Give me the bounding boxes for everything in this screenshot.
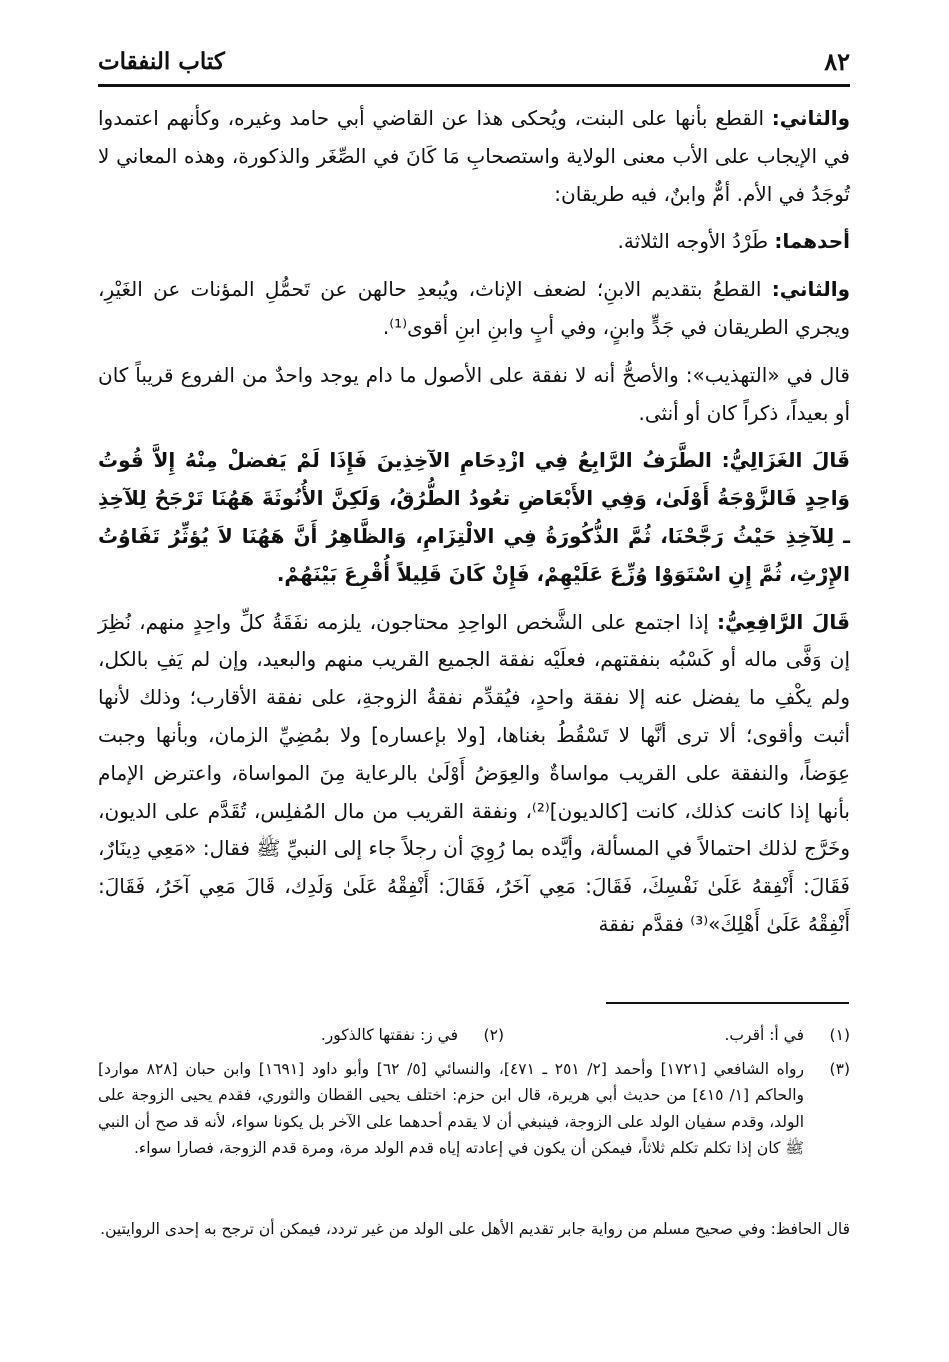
page-header (98, 38, 850, 87)
paragraph-lead: قَالَ الرَّافِعِيُّ: (716, 609, 850, 634)
paragraph-text: القطعُ بتقديم الابنِ؛ لضعف الإناث، ويُبعدِ حالهن عن تَحمُّلِ المؤنات عن الغَيْرِ، ويجري الطريقان في جَدٍّ وابنٍ، وفي أبٍ وابنِ ابنِ أقوى⁽¹⁾. (98, 277, 850, 339)
paragraph-lead: والثاني: (771, 277, 850, 302)
book-title: كتاب النفقات (98, 47, 225, 75)
paragraph-text: طَرْدُ الأوجه الثلاثة. (617, 229, 775, 254)
footnote-text: قال الحافظ: وفي صحيح مسلم من رواية جابر تقديم الأهل على الولد من غير تردد، فيمكن أن ترجح به إحدى الروايتين. (100, 1220, 850, 1238)
footnote-text: في ز: نفقتها كالذكور. (320, 1026, 458, 1044)
paragraph-text: الطَّرَفُ الرَّابِعُ فِي ازْدِحَامِ الآخِذِينَ فَإِذَا لَمْ يَفضلْ مِنْهُ إِلاَّ قُوتُ وَاحِدٍ فَالزَّوْجَةُ أَوْلَىٰ، وَفِي الأَبْعَاضِ تعُودُ الطُّرُقُ، وَلَكِنَّ الأُنُوثَةَ هَهُنَا تَرْجَحُ لِلآخِذِ ـ لِلآخِذِ حَيْثُ رَجَّحْنَا، ثُمَّ الذُّكُورَةُ فِي الالْتِزَامِ، وَالظَّاهِرُ أَنَّ هَهُنَا لاَ يُؤثِّرُ تَفَاوُتُ الإِرْثِ، ثُمَّ إِنِ اسْتَوَوْا وُزِّعَ عَلَيْهِمْ، فَإِنْ كَانَ قَلِيلاً أُقْرِعَ بَيْنَهُمْ. (98, 448, 850, 586)
main-text (98, 100, 850, 954)
paragraph-lead: والثاني: (771, 106, 850, 130)
paragraph-lead: قَالَ الغَزَالِيُّ: (721, 448, 850, 473)
paragraph-text: قال في «التهذيب»: والأصحُّ أنه لا نفقة على الأصول ما دام يوجد واحدٌ من الفروع قريباً كان أو بعيداً، ذكراً كان أو أنثى. (98, 362, 850, 425)
footnote-number: (٢) (483, 1026, 504, 1044)
footnote-number: (٣) (829, 1060, 850, 1078)
paragraph (98, 100, 850, 213)
ghazali-paragraph (98, 442, 850, 593)
paragraph-text: القطع بأنها على البنت، ويُحكى هذا عن القاضي أبي حامد وغيره، وكأنهم اعتمدوا في الإيجاب على الأب معنى الولاية واستصحابِ مَا كَانَ في الصِّغَر والذكورة، وهذه المعاني لا تُوجَدُ في الأم. أمٌّ وابنٌ، فيه طريقان: (98, 106, 850, 206)
footnote-continuation (98, 1216, 850, 1242)
paragraph (98, 271, 850, 347)
footnote-separator (606, 1002, 849, 1004)
rafii-paragraph (98, 604, 850, 944)
page-number: ٨٢ (824, 46, 850, 76)
paragraph-lead: أحدهما: (774, 229, 850, 254)
paragraph-text: إذا اجتمع على الشَّخص الواحِدِ محتاجون، يلزمه نفَقَةُ كلِّ واحِدٍ منهم، نُظِرَ إن وَفَّى ماله أو كَسْبُه بنفقتهم، فعلَيْه نفقة الجميع القريب منهم والبعيد، وإن لم يَفِ بالكل، ولم يكْفِ ما يفضل عنه إلا نفقة واحدٍ، فيُقدِّم نفقةُ الزوجةِ، على نفقة الأقارب؛ وذلك لأنها أثبت وأقوى؛ ألا ترى أنَّها لا تَسْقُطُ بغناها، [ولا بإعساره] ولا بمُضِيِّ الزمان، وبأنها وجبت عِوَضاً، والنفقة على القريب مواساةٌ والعِوَضُ أَوْلَىٰ بالرعاية مِنَ المواساة، واعترض الإمام بأنها إذا كانت كذلك، كانت [كالديون]⁽²⁾، ونفقة القريب من مال المُفلِس، تُقَدَّم على الديون، وخَرَّج لذلك احتمالاً في المسألة، وأيَّده بما رُوِيَ أن رجلاً جاء إلى النبيِّ ﷺ فقال: «مَعِي دِينَارٌ، فَقَالَ: أَنْفِقهُ عَلَىٰ نَفْسِكَ، فَقَالَ: مَعِي آخَرُ، فَقَالَ: أَنْفِقْهُ عَلَىٰ وَلَدِك، قَالَ مَعِي آخَرُ، فَقَالَ: أَنْفِقْهُ عَلَىٰ أَهْلِكَ»⁽³⁾ فقدَّم نفقة (98, 609, 850, 936)
paragraph (98, 357, 850, 433)
footnote-text: رواه الشافعي [١٧٢١] وأحمد [٢/ ٢٥١ ـ ٤٧١]، والنسائي [٥/ ٦٢] وأبو داود [١٦٩١] وابن حبان [٨٢٨ موارد] والحاكم [١/ ٤١٥] من حديث أبي هريرة، قال ابن حزم: اختلف يحيى القطان والثوري، فقدم يحيى الزوجة على الولد، وقدم سفيان الولد على الزوجة، فينبغي أن لا يقدم أحدهما على الآخر بل يكونا سواء، لأنه قد صح أن النبي ﷺ كان إذا تكلم تكلم ثلاثاً، فيمكن أن يكون في إعادته إياه قدم الولد مرة، ومرة قدم الزوجة، فصارا سواء. (98, 1060, 805, 1158)
paragraph (98, 223, 850, 261)
footnote-number: (١) (829, 1026, 850, 1044)
footnote-text: في أ: أقرب. (724, 1026, 804, 1044)
footnote-row (98, 1022, 850, 1048)
footnote-row (98, 1056, 850, 1162)
